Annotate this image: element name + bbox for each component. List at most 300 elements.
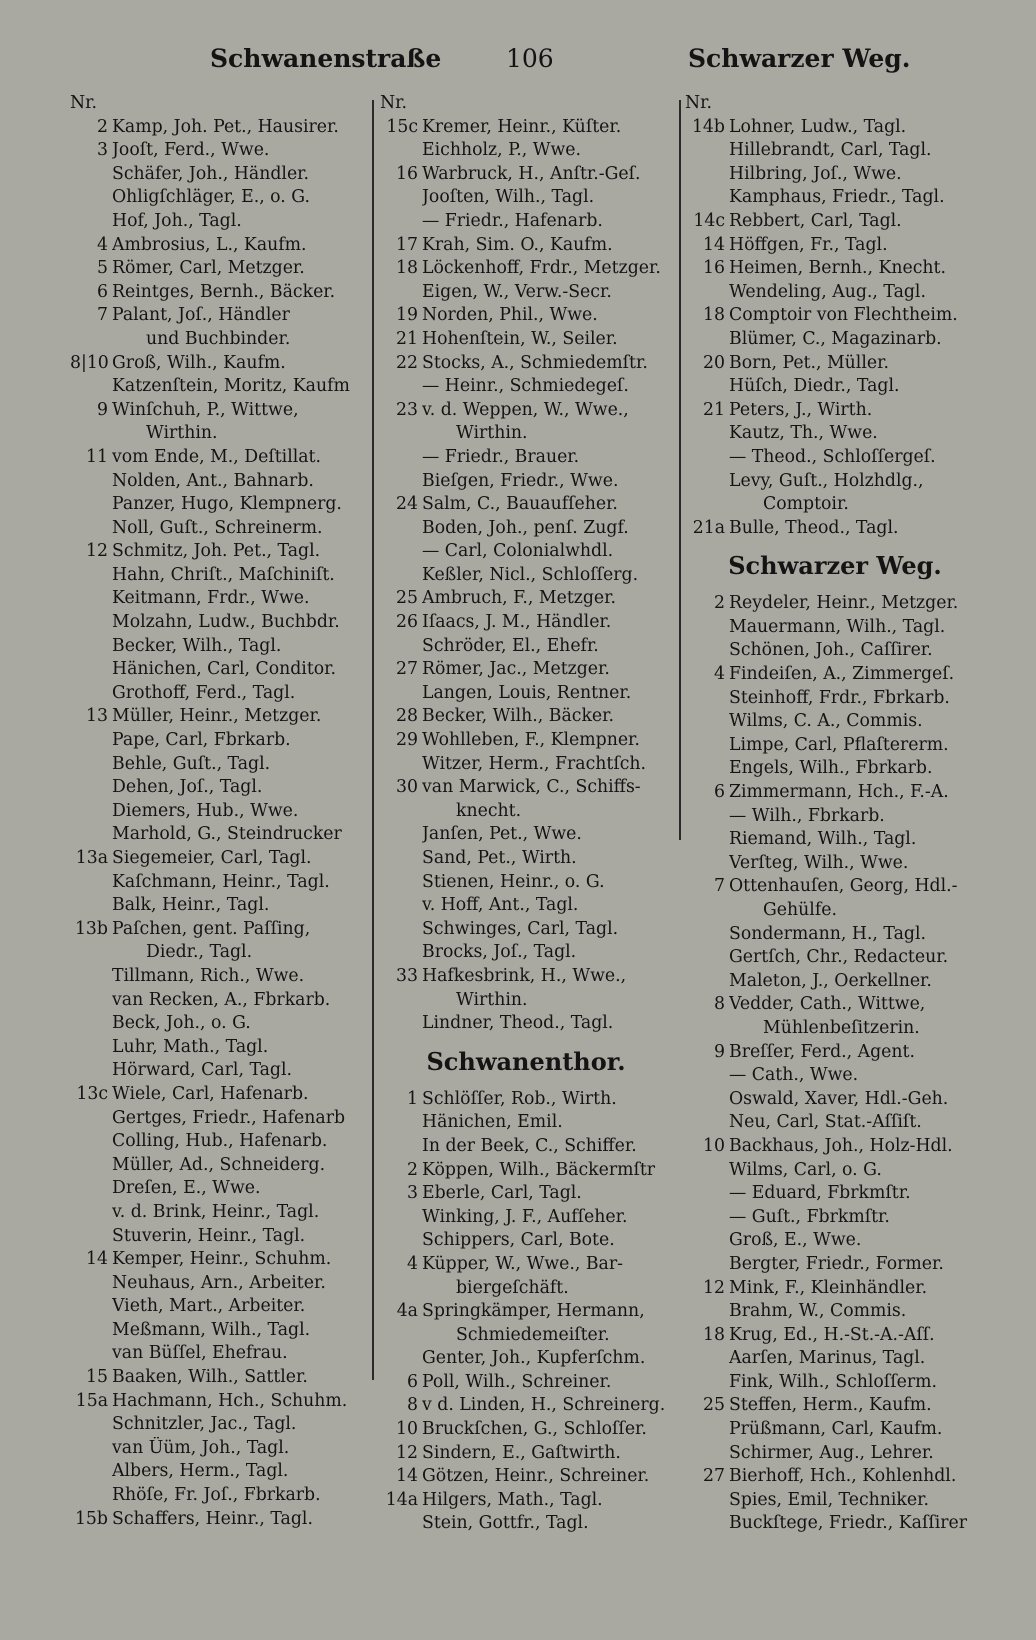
house-number [70, 470, 112, 494]
house-number [380, 1012, 422, 1036]
directory-entry [685, 234, 985, 258]
resident-text: van Üüm, Joh., Tagl. [112, 1437, 290, 1458]
house-number: 25 [396, 588, 418, 609]
resident-text: Reydeler, Heinr., Metzger. [729, 593, 959, 614]
resident-text: Neu, Carl, Stat.-Aſſiſt. [729, 1112, 922, 1133]
resident-text: Schaffers, Heinr., Tagl. [112, 1508, 313, 1529]
directory-entry [380, 989, 672, 1013]
directory-entry [685, 1465, 985, 1489]
resident-text: Kamphaus, Friedr., Tagl. [729, 187, 945, 208]
resident-text: Limpe, Carl, Pflaſtererm. [729, 734, 949, 755]
resident-text: Becker, Wilh., Bäcker. [422, 706, 615, 727]
house-number: 15b [74, 1508, 108, 1529]
house-number [70, 493, 112, 517]
resident-text: Zimmermann, Hch., F.-A. [729, 782, 949, 803]
house-number [685, 281, 729, 305]
directory-entry [70, 234, 362, 258]
directory-entry [685, 852, 985, 876]
resident-text: Katzenſtein, Moritz, Kaufm [112, 376, 350, 397]
resident-text: Poll, Wilh., Schreiner. [422, 1371, 612, 1392]
resident-text: Hilbring, Joſ., Wwe. [729, 163, 902, 184]
directory-entry [70, 1248, 362, 1272]
resident-text: Groß, E., Wwe. [729, 1230, 862, 1251]
house-number: 4 [407, 1253, 418, 1274]
house-number [380, 635, 422, 659]
directory-entry [685, 805, 985, 829]
directory-entry [70, 328, 362, 352]
directory-entry [685, 1489, 985, 1513]
house-number [685, 805, 729, 829]
resident-text: Steinhoff, Frdr., Fbrkarb. [729, 687, 950, 708]
house-number [70, 1201, 112, 1225]
house-number [685, 1371, 729, 1395]
house-number: Nr. [685, 93, 712, 113]
directory-entry [70, 894, 362, 918]
resident-text: Rhöſe, Fr. Joſ., Fbrkarb. [112, 1485, 321, 1506]
street-section-heading: Schwarzer Weg. [728, 551, 942, 581]
directory-entry [70, 1107, 362, 1131]
resident-text: Bergter, Friedr., Former. [729, 1253, 944, 1274]
directory-entry [685, 139, 985, 163]
directory-entry [70, 1130, 362, 1154]
resident-text: Baaken, Wilh., Sattler. [112, 1367, 308, 1388]
street-section-heading: Schwanenthor. [426, 1046, 626, 1076]
resident-text: Stein, Gottfr., Tagl. [422, 1513, 589, 1534]
directory-entry [380, 470, 672, 494]
directory-entry [70, 422, 362, 446]
house-number [70, 163, 112, 187]
resident-text: Römer, Carl, Metzger. [112, 258, 305, 279]
directory-entry [685, 1442, 985, 1466]
house-number [685, 422, 729, 446]
house-number [380, 210, 422, 234]
directory-entry [685, 352, 985, 376]
directory-entry [685, 210, 985, 234]
resident-text: Beck, Joh., o. G. [112, 1013, 251, 1034]
directory-entry [380, 587, 672, 611]
resident-text: Brahm, W., Commis. [729, 1301, 907, 1322]
resident-text: Marhold, G., Steindrucker [112, 824, 342, 845]
resident-text: Wiele, Carl, Hafenarb. [112, 1083, 309, 1104]
resident-text: Peters, J., Wirth. [729, 399, 873, 420]
resident-text: Lohner, Ludw., Tagl. [729, 116, 907, 137]
page-number: 106 [506, 44, 554, 73]
directory-entry [685, 1135, 985, 1159]
directory-entry [380, 1465, 672, 1489]
directory-entry [380, 658, 672, 682]
house-number: 16 [703, 258, 725, 279]
house-number: 1 [407, 1088, 418, 1109]
resident-text: Warbruck, H., Anſtr.-Geſ. [422, 163, 641, 184]
house-number: 10 [396, 1419, 418, 1440]
house-number [380, 446, 422, 470]
house-number: 18 [703, 305, 725, 326]
resident-text: — Friedr., Hafenarb. [422, 210, 603, 231]
directory-entry [380, 800, 672, 824]
resident-text: Brocks, Joſ., Tagl. [422, 942, 577, 963]
house-number [70, 1107, 112, 1131]
directory-entry [380, 871, 672, 895]
house-number: 12 [86, 541, 108, 562]
directory-entry [380, 1111, 672, 1135]
house-number: 8 [714, 994, 725, 1015]
house-number: 3 [97, 140, 108, 161]
resident-text: Hüſch, Diedr., Tagl. [729, 376, 900, 397]
house-number: 22 [396, 352, 418, 373]
resident-text: Küpper, W., Wwe., Bar- [422, 1253, 623, 1274]
resident-text: Oswald, Xaver, Hdl.-Geh. [729, 1088, 949, 1109]
directory-entry [685, 1206, 985, 1230]
resident-text: Behle, Guſt., Tagl. [112, 753, 271, 774]
house-number [70, 210, 112, 234]
resident-text: Kremer, Heinr., Küſter. [422, 116, 622, 137]
house-number: 6 [714, 782, 725, 803]
house-number: 14 [86, 1249, 108, 1270]
directory-entry [70, 116, 362, 140]
resident-text: Hänichen, Carl, Conditor. [112, 659, 337, 680]
directory-entry [70, 918, 362, 942]
house-number: 11 [86, 446, 108, 467]
directory-entry [380, 941, 672, 965]
resident-text: Müller, Heinr., Metzger. [112, 706, 322, 727]
resident-text: Keitmann, Frdr., Wwe. [112, 588, 310, 609]
house-number [70, 1272, 112, 1296]
directory-entry [685, 1159, 985, 1183]
directory-entry [685, 1111, 985, 1135]
house-number [380, 1229, 422, 1253]
house-number: 16 [396, 163, 418, 184]
directory-entry [380, 1347, 672, 1371]
house-number [380, 682, 422, 706]
directory-entry [70, 163, 362, 187]
directory-entry [380, 1135, 672, 1159]
resident-text: v. d. Weppen, W., Wwe., [422, 399, 629, 420]
directory-entry [685, 1041, 985, 1065]
resident-text: Schönen, Joh., Caſſirer. [729, 640, 933, 661]
house-number [380, 1324, 422, 1348]
house-number [685, 470, 729, 494]
directory-entry [70, 1390, 362, 1414]
house-number [70, 1437, 112, 1461]
directory-entry [380, 965, 672, 989]
house-number [685, 1442, 729, 1466]
column-divider [372, 100, 374, 1380]
house-number [380, 470, 422, 494]
house-number: 27 [703, 1466, 725, 1487]
directory-entry [380, 186, 672, 210]
directory-entry [70, 375, 362, 399]
house-number [380, 517, 422, 541]
resident-text: Stocks, A., Schmiedemſtr. [422, 352, 648, 373]
directory-entry [380, 1489, 672, 1513]
house-number [685, 1111, 729, 1135]
house-number [685, 1489, 729, 1513]
resident-text: Ottenhauſen, Georg, Hdl.- [729, 876, 958, 897]
house-number [380, 847, 422, 871]
resident-text: — Theod., Schloſſergeſ. [729, 446, 936, 467]
house-number [70, 941, 112, 965]
directory-entry [70, 210, 362, 234]
column-divider [679, 100, 681, 840]
resident-text: Paſchen, gent. Paſſing, [112, 918, 311, 939]
house-number: 6 [407, 1371, 418, 1392]
directory-entry [685, 1418, 985, 1442]
directory-entry [70, 493, 362, 517]
resident-text: Maleton, J., Oerkellner. [729, 970, 932, 991]
resident-text: und Buchbinder. [146, 328, 291, 349]
house-number: Nr. [70, 93, 97, 113]
directory-entry [380, 729, 672, 753]
house-number [380, 186, 422, 210]
resident-text: Colling, Hub., Hafenarb. [112, 1131, 328, 1152]
directory-entry [380, 1418, 672, 1442]
house-number: 18 [396, 258, 418, 279]
directory-entry [380, 705, 672, 729]
house-number: 29 [396, 730, 418, 751]
directory-entry [380, 1277, 672, 1301]
house-number [685, 328, 729, 352]
resident-text [112, 92, 362, 116]
house-number: 3 [407, 1183, 418, 1204]
resident-text: Mauermann, Wilh., Tagl. [729, 616, 946, 637]
directory-entry [380, 1371, 672, 1395]
house-number [685, 616, 729, 640]
house-number [70, 776, 112, 800]
resident-text: Krug, Ed., H.-St.-A.-Aſſ. [729, 1324, 935, 1345]
directory-entry [70, 517, 362, 541]
house-number [70, 823, 112, 847]
directory-entry [70, 1012, 362, 1036]
resident-text: Meßmann, Wilh., Tagl. [112, 1319, 311, 1340]
directory-entry [685, 1182, 985, 1206]
resident-text: Ambrosius, L., Kaufm. [112, 234, 307, 255]
house-number [380, 941, 422, 965]
directory-entry [380, 328, 672, 352]
resident-text: In der Beek, C., Schiffer. [422, 1135, 637, 1156]
resident-text: Vedder, Cath., Wittwe, [729, 994, 926, 1015]
resident-text: Becker, Wilh., Tagl. [112, 635, 282, 656]
resident-text: Ohligſchläger, E., o. G. [112, 187, 310, 208]
house-number: 18 [703, 1324, 725, 1345]
resident-text: Schröder, El., Ehefr. [422, 635, 599, 656]
resident-text: Backhaus, Joh., Holz-Hdl. [729, 1135, 953, 1156]
resident-text: Hafkesbrink, H., Wwe., [422, 965, 627, 986]
resident-text: Eberle, Carl, Tagl. [422, 1183, 582, 1204]
resident-text: Prüßmann, Carl, Kaufm. [729, 1419, 943, 1440]
resident-text: Stuverin, Heinr., Tagl. [112, 1225, 306, 1246]
house-number [380, 1347, 422, 1371]
resident-text: Wilms, C. A., Commis. [729, 711, 923, 732]
resident-text [422, 92, 672, 116]
resident-text: Spies, Emil, Techniker. [729, 1489, 929, 1510]
directory-entry [685, 757, 985, 781]
directory-entry [380, 1088, 672, 1112]
resident-text: Löckenhoff, Frdr., Metzger. [422, 258, 661, 279]
house-number [70, 1177, 112, 1201]
resident-text: Comptoir von Flechtheim. [729, 305, 958, 326]
resident-text: Witzer, Herm., Frachtſch. [422, 753, 647, 774]
resident-text: Diedr., Tagl. [146, 942, 253, 963]
directory-entry [70, 611, 362, 635]
resident-text: Hörward, Carl, Tagl. [112, 1060, 293, 1081]
resident-text: Ambruch, F., Metzger. [422, 588, 617, 609]
directory-entry [380, 139, 672, 163]
resident-text: — Heinr., Schmiedegeſ. [422, 376, 629, 397]
resident-text: Langen, Louis, Rentner. [422, 682, 632, 703]
resident-text: Sand, Pet., Wirth. [422, 848, 577, 868]
directory-entry [685, 304, 985, 328]
directory-entry [380, 753, 672, 777]
house-number [70, 871, 112, 895]
house-number [70, 564, 112, 588]
resident-text: Wirthin. [456, 989, 528, 1010]
resident-text: Genter, Joh., Kupferſchm. [422, 1348, 646, 1369]
house-number: 12 [396, 1442, 418, 1463]
resident-text: Schmitz, Joh. Pet., Tagl. [112, 541, 321, 562]
resident-text: Bieſgen, Friedr., Wwe. [422, 470, 619, 491]
resident-text: v d. Linden, H., Schreinerg. [422, 1395, 666, 1416]
resident-text: Müller, Ad., Schneiderg. [112, 1154, 326, 1175]
directory-entry [380, 1182, 672, 1206]
house-number [380, 800, 422, 824]
house-number: 13c [76, 1083, 108, 1104]
house-number [70, 1130, 112, 1154]
resident-text: van Marwick, C., Schiffs- [422, 777, 641, 798]
directory-entry [70, 800, 362, 824]
resident-text: — Guſt., Fbrkmſtr. [729, 1206, 890, 1227]
resident-text: Schlöſſer, Rob., Wirth. [422, 1088, 617, 1109]
resident-text: Neuhaus, Arn., Arbeiter. [112, 1272, 326, 1293]
resident-text: biergeſchäft. [456, 1277, 569, 1298]
directory-entry [70, 1295, 362, 1319]
house-number [685, 970, 729, 994]
house-number [685, 757, 729, 781]
resident-text: Krah, Sim. O., Kaufm. [422, 234, 613, 255]
resident-text: Eichholz, P., Wwe. [422, 140, 581, 161]
directory-entry [380, 540, 672, 564]
house-number: 14a [385, 1489, 418, 1510]
directory-entry [380, 163, 672, 187]
directory-entry [685, 1088, 985, 1112]
directory-entry [70, 941, 362, 965]
resident-text: Eigen, W., Verw.-Secr. [422, 281, 612, 302]
directory-entry [380, 116, 672, 140]
directory-entry [70, 257, 362, 281]
resident-text: Jooſten, Wilh., Tagl. [422, 187, 595, 208]
directory-entry [380, 1512, 672, 1536]
directory-entry [70, 965, 362, 989]
house-number [70, 729, 112, 753]
directory-entry [70, 1366, 362, 1390]
house-number: 23 [396, 399, 418, 420]
directory-entry [70, 1201, 362, 1225]
house-number: 33 [396, 965, 418, 986]
resident-text: Bierhoff, Hch., Kohlenhdl. [729, 1466, 957, 1487]
directory-entry [685, 116, 985, 140]
directory-entry [380, 847, 672, 871]
directory-entry [685, 281, 985, 305]
directory-entry [380, 375, 672, 399]
house-number [685, 493, 729, 517]
house-number [685, 1206, 729, 1230]
directory-entry [380, 1394, 672, 1418]
house-number [380, 989, 422, 1013]
directory-entry [685, 1371, 985, 1395]
resident-text: Tillmann, Rich., Wwe. [112, 965, 305, 986]
directory-entry [685, 186, 985, 210]
resident-text: Kautz, Th., Wwe. [729, 423, 878, 444]
resident-text: Wohlleben, F., Klempner. [422, 730, 640, 751]
directory-entry [380, 1159, 672, 1183]
directory-entry [380, 1300, 672, 1324]
resident-text: Born, Pet., Müller. [729, 352, 889, 373]
resident-text: Wilms, Carl, o. G. [729, 1159, 882, 1180]
directory-entry [380, 257, 672, 281]
resident-text: Höffgen, Fr., Tagl. [729, 234, 888, 255]
house-number: 2 [407, 1159, 418, 1180]
directory-entry [70, 281, 362, 305]
house-number [70, 587, 112, 611]
resident-text: Kamp, Joh. Pet., Hausirer. [112, 116, 339, 137]
house-number: 30 [396, 777, 418, 798]
directory-entry [685, 1017, 985, 1041]
resident-text: Mink, F., Kleinhändler. [729, 1277, 928, 1298]
resident-text: Engels, Wilh., Fbrkarb. [729, 758, 933, 779]
directory-entry [380, 564, 672, 588]
directory-entry [70, 753, 362, 777]
column-right [685, 92, 985, 1536]
house-number: 17 [396, 234, 418, 255]
house-number [70, 1460, 112, 1484]
resident-text: Palant, Joſ., Händler [112, 305, 290, 326]
house-number [685, 828, 729, 852]
directory-entry [380, 422, 672, 446]
directory-entry [70, 1319, 362, 1343]
house-number: 14 [703, 234, 725, 255]
house-number: 14c [693, 210, 725, 231]
directory-entry [70, 1460, 362, 1484]
house-number: 6 [97, 281, 108, 302]
resident-text: Sindern, E., Gaſtwirth. [422, 1442, 621, 1463]
house-number [70, 186, 112, 210]
house-number [70, 1036, 112, 1060]
directory-entry [380, 635, 672, 659]
house-number: 2 [714, 593, 725, 614]
house-number [685, 1064, 729, 1088]
resident-text: Panzer, Hugo, Klempnerg. [112, 494, 342, 515]
house-number [685, 852, 729, 876]
house-number [380, 871, 422, 895]
resident-text: vom Ende, M., Deſtillat. [112, 446, 321, 467]
house-number [70, 658, 112, 682]
house-number [70, 894, 112, 918]
directory-entry [685, 1253, 985, 1277]
directory-entry [70, 1272, 362, 1296]
directory-entry [685, 446, 985, 470]
resident-text: Dreſen, E., Wwe. [112, 1178, 261, 1199]
resident-text: Lindner, Theod., Tagl. [422, 1013, 614, 1034]
resident-text: Janſen, Pet., Wwe. [422, 824, 582, 845]
resident-text: Molzahn, Ludw., Buchbdr. [112, 612, 340, 633]
directory-entry [380, 446, 672, 470]
directory-entry [70, 540, 362, 564]
resident-text: Sondermann, H., Tagl. [729, 923, 926, 944]
house-number [70, 1225, 112, 1249]
resident-text: Luhr, Math., Tagl. [112, 1036, 269, 1057]
directory-entry [70, 1484, 362, 1508]
directory-entry [380, 682, 672, 706]
resident-text: Verſteg, Wilh., Wwe. [729, 852, 909, 873]
